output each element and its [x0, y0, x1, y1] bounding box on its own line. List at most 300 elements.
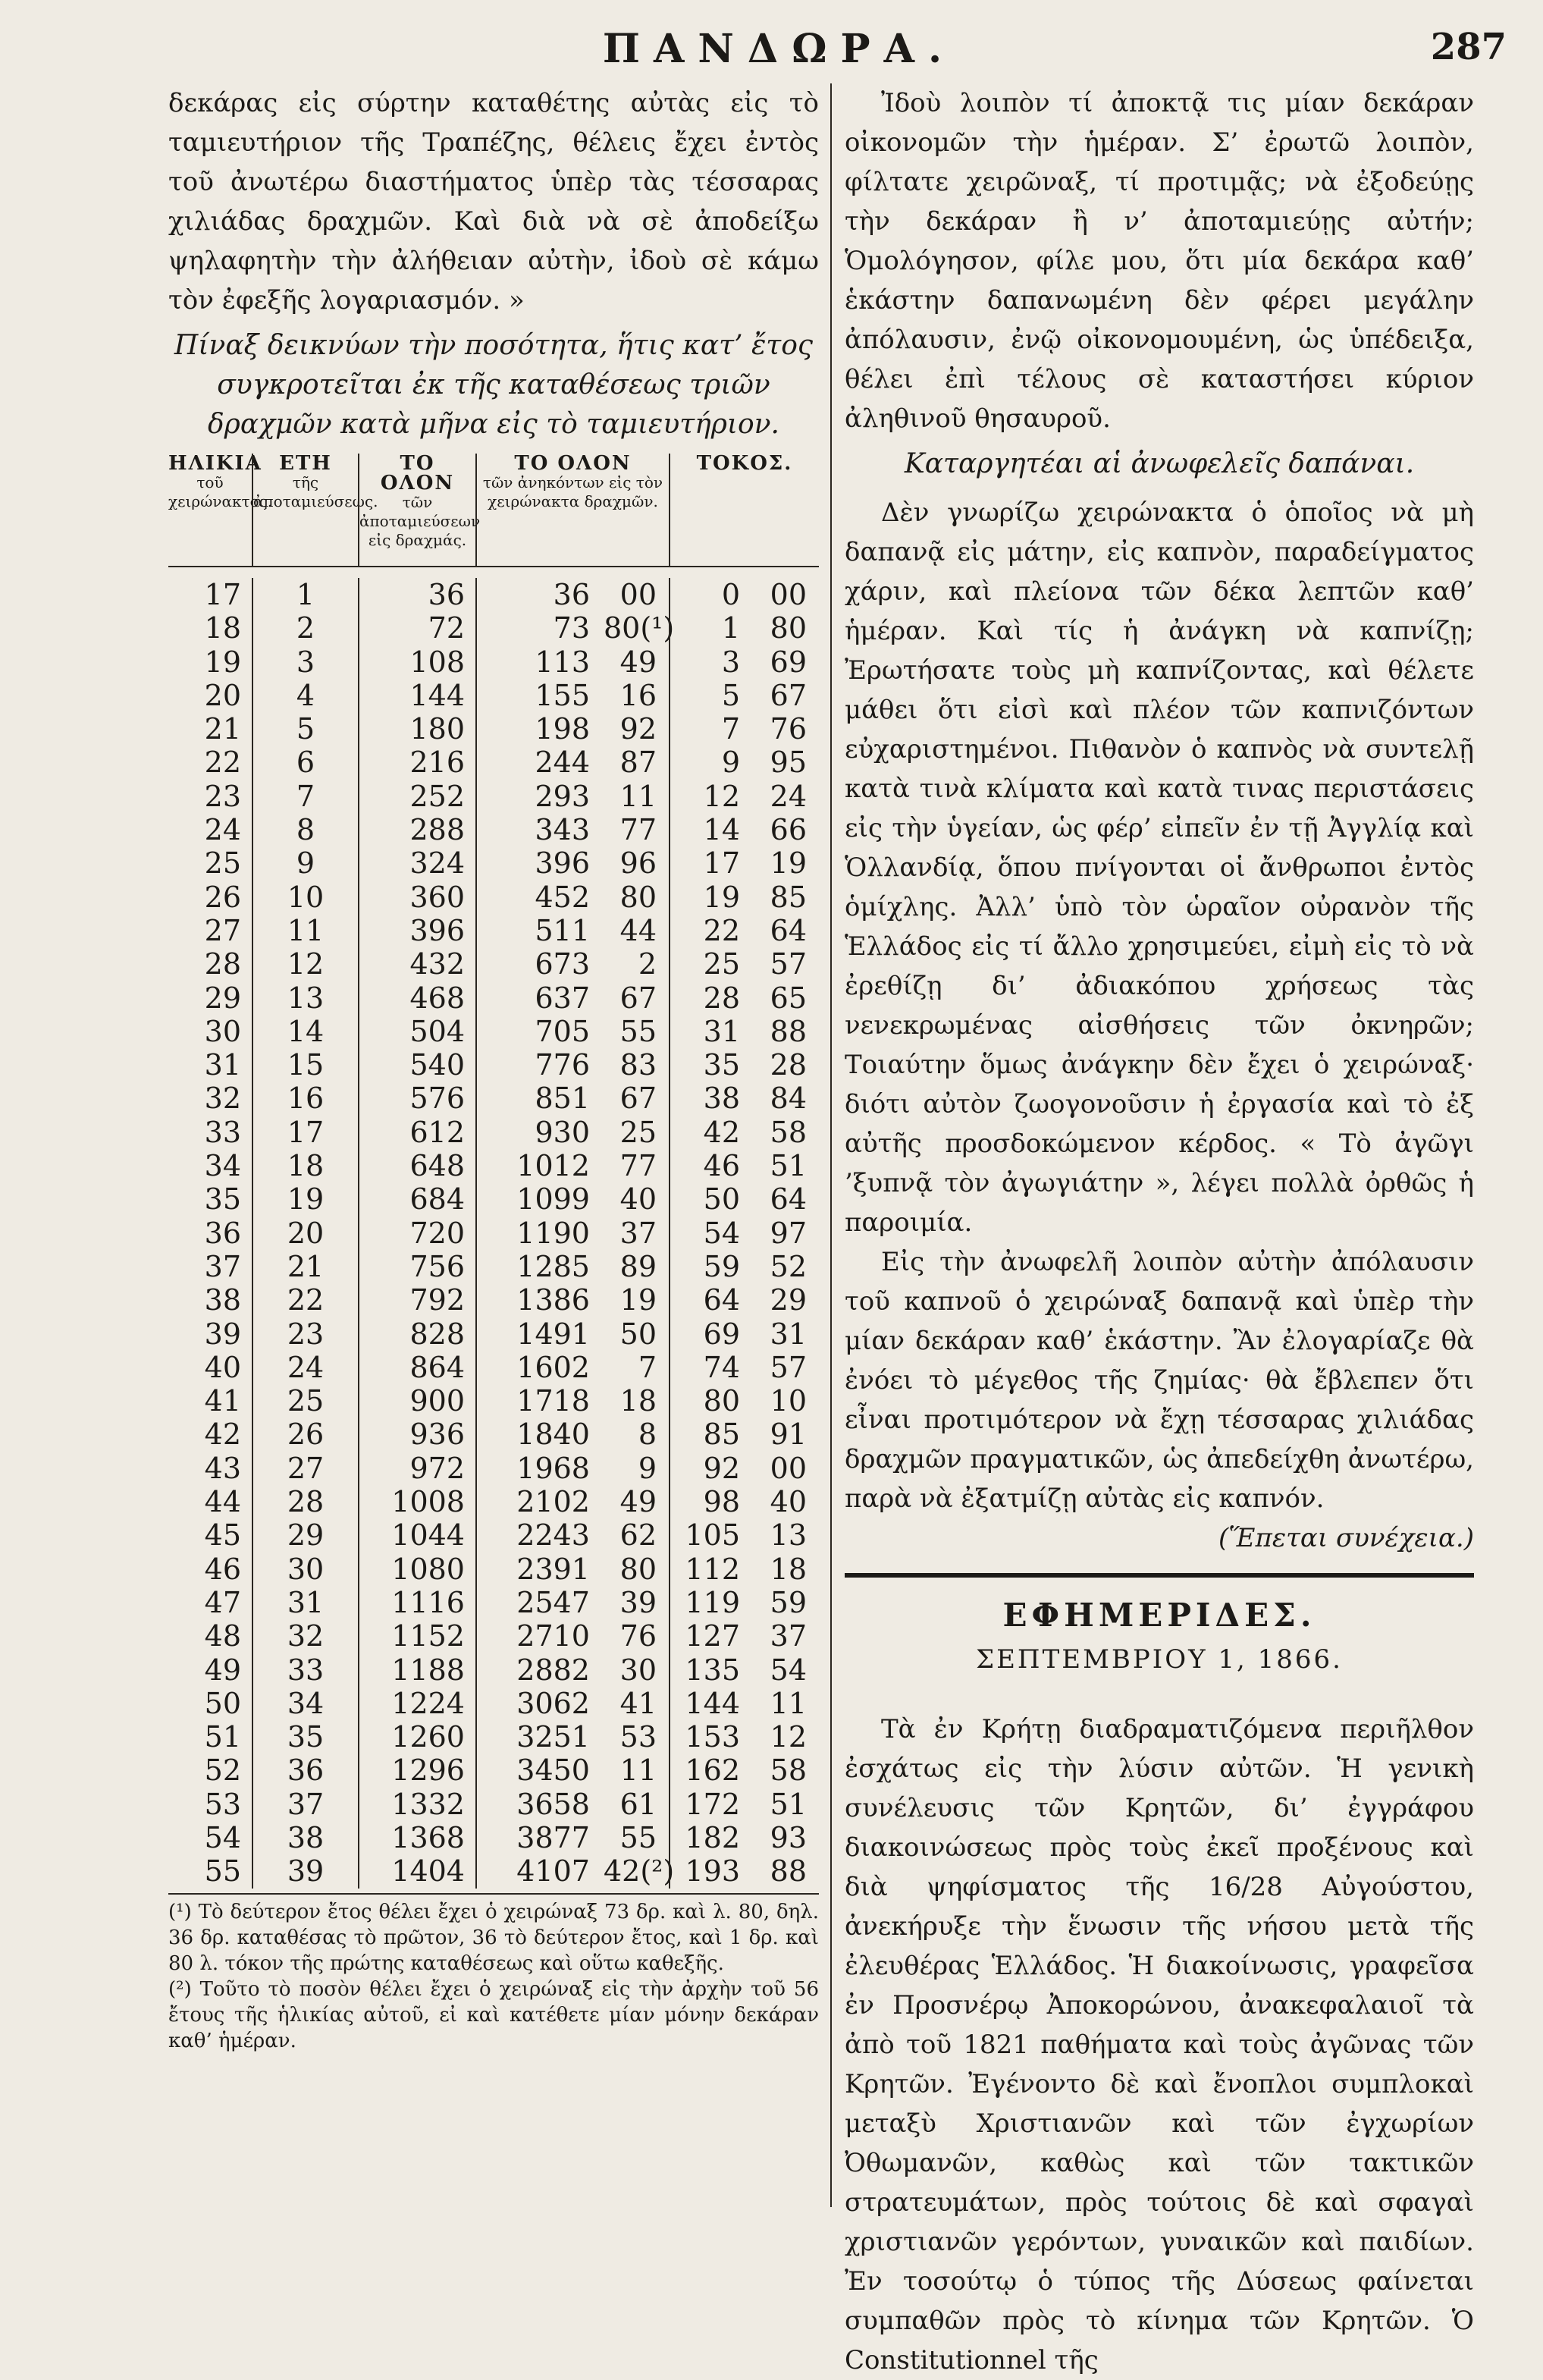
cell-age: 43	[204, 1451, 241, 1485]
cell-years: 35	[287, 1720, 325, 1754]
cell-savings: 1368	[391, 1820, 465, 1854]
cell-total	[477, 746, 669, 779]
header-years-sub: τῆς ἀποταμιεύσεως.	[253, 473, 378, 510]
cell-total-lepta: 55	[619, 1820, 657, 1854]
cell-interest-lepta: 19	[770, 846, 807, 881]
cell-savings: 1008	[391, 1485, 465, 1519]
cell-total-drachmas: 705	[535, 1014, 590, 1048]
cell-savings: 936	[409, 1418, 465, 1452]
cell-total-drachmas: 3877	[516, 1820, 590, 1854]
cell-interest	[670, 914, 819, 947]
cell-total-drachmas: 776	[535, 1048, 590, 1082]
cell-total-lepta: 83	[619, 1048, 657, 1082]
cell-interest-lepta: 93	[770, 1820, 807, 1854]
cell-age: 48	[204, 1619, 241, 1653]
cell-savings: 1260	[391, 1720, 465, 1754]
cell-interest-drachmas: 9	[721, 746, 740, 780]
cell-interest-drachmas: 59	[703, 1249, 740, 1283]
header-age	[168, 452, 273, 566]
header-total-sub: τῶν ἀνηκόντων εἰς τὸν χειρώνακτα δραχμῶν.	[482, 473, 663, 510]
cell-age: 18	[204, 611, 241, 645]
cell-total-lepta: 80	[619, 1552, 657, 1586]
cell-total-drachmas: 1491	[516, 1317, 590, 1351]
cell-interest-drachmas: 119	[685, 1585, 740, 1619]
cell-total-drachmas: 155	[535, 678, 590, 712]
cell-years: 29	[287, 1518, 325, 1553]
cell-age: 30	[204, 1014, 241, 1048]
cell-age: 45	[204, 1518, 241, 1553]
cell-interest-lepta: 12	[770, 1720, 807, 1754]
cell-total	[477, 1283, 669, 1317]
table-caption: Πίναξ δεικνύων τὴν ποσότητα, ἥτις κατ’ ἔτος συγκροτεῖται ἐκ τῆς καταθέσεως τριῶν δραχμῶν κατὰ μῆνα εἰς τὸ ταμιευτήριον.	[174, 330, 814, 440]
cell-savings: 432	[409, 947, 465, 981]
continued-note-row	[845, 1518, 1474, 1558]
cell-interest	[670, 1788, 819, 1821]
cell-total-drachmas: 343	[535, 813, 590, 847]
column-age	[168, 578, 252, 1889]
cell-total-lepta: 67	[619, 981, 657, 1015]
cell-interest-lepta: 54	[770, 1653, 807, 1687]
cell-total-drachmas: 1386	[516, 1283, 590, 1317]
cell-interest-lepta: 52	[770, 1249, 807, 1283]
running-head	[45, 23, 1513, 76]
cell-interest-drachmas: 42	[703, 1115, 740, 1149]
cell-age: 27	[204, 913, 241, 947]
cell-interest	[670, 1485, 819, 1518]
cell-age: 52	[204, 1754, 241, 1788]
cell-total	[477, 846, 669, 880]
cell-interest-drachmas: 85	[703, 1418, 740, 1452]
cell-age: 31	[204, 1048, 241, 1082]
table-separator	[168, 567, 819, 578]
cell-age: 39	[204, 1317, 241, 1351]
column-interest	[669, 578, 819, 1889]
cell-interest-drachmas: 54	[703, 1216, 740, 1250]
cell-total	[477, 1485, 669, 1518]
table-body	[168, 578, 819, 1889]
cell-interest-drachmas: 182	[685, 1820, 740, 1854]
cell-total-lepta: 30	[619, 1653, 657, 1687]
table-header	[168, 454, 819, 567]
cell-total	[477, 611, 675, 645]
cell-savings: 684	[409, 1182, 465, 1217]
cell-total-lepta: 53	[619, 1720, 657, 1754]
cell-total	[477, 1217, 669, 1250]
cell-interest	[670, 712, 819, 746]
paragraph-crete: Τὰ ἐν Κρήτῃ διαδραματιζόμενα περιῆλθον ἐσχάτως εἰς τὴν λύσιν αὐτῶν. Ἡ γενικὴ συνέλευσις τῶν Κρητῶν, δι’ ἐγγράφου διακοινώσεως πρὸς τοὺς ἐκεῖ προξένους καὶ διὰ ψηφίσματος τῆς 16/28 Αὐγούστου, ἀνεκήρυξε τὴν ἕνωσιν τῆς νήσου μετὰ τῆς ἐλευθέρας Ἑλλάδος. Ἡ διακοίνωσις, γραφεῖσα ἐν Προσνέρῳ Ἀποκορώνου, ἀνακεφαλαιοῖ τὰ ἀπὸ τοῦ 1821 παθήματα καὶ τοὺς ἀγῶνας τῶν Κρητῶν. Ἐγένοντο δὲ καὶ ἔνοπλοι συμπλοκαὶ μεταξὺ Χριστιανῶν καὶ τῶν ἐγχωρίων Ὀθωμανῶν, καθὼς καὶ τῶν τακτικῶν στρατευμάτων, πρὸς τούτοις δὲ καὶ σφαγαὶ χριστιανῶν γερόντων, γυναικῶν καὶ παιδίων. Ἐν τοσούτῳ ὁ τύπος τῆς Δύσεως φαίνεται συμπαθῶν πρὸς τὸ κίνημα τῶν Κρητῶν. Ὁ Constitutionnel τῆς	[845, 1714, 1474, 2375]
section-title: ΕΦΗΜΕΡΙΔΕΣ.	[1002, 1597, 1316, 1634]
cell-interest-drachmas: 35	[703, 1048, 740, 1082]
header-years-main: ΕΤΗ	[279, 452, 332, 475]
cell-total-drachmas: 673	[535, 947, 590, 981]
cell-total-lepta: 42(²)	[604, 1854, 675, 1889]
cell-total	[477, 1418, 669, 1451]
cell-total	[477, 1317, 669, 1351]
header-total	[475, 454, 669, 566]
cell-interest	[670, 1149, 819, 1182]
cell-years: 30	[287, 1552, 325, 1586]
cell-years: 3	[296, 645, 315, 679]
cell-total-drachmas: 2243	[516, 1518, 590, 1553]
cell-interest	[670, 1586, 819, 1619]
cell-years: 8	[296, 813, 315, 847]
cell-total-lepta: 44	[619, 913, 657, 947]
cell-total-lepta: 89	[619, 1249, 657, 1283]
cell-total-lepta: 8	[638, 1418, 657, 1452]
cell-total-lepta: 96	[619, 846, 657, 881]
cell-interest-drachmas: 193	[685, 1854, 740, 1889]
cell-total-lepta: 55	[619, 1014, 657, 1048]
cell-interest-drachmas: 162	[685, 1754, 740, 1788]
paragraph-savings-question: Ἰδοὺ λοιπὸν τί ἀποκτᾷ τις μίαν δεκάραν οἰκονομῶν τὴν ἡμέραν. Σ’ ἐρωτῶ λοιπὸν, φίλτατε χειρῶναξ, τί προτιμᾷς; νὰ ἐξοδεύῃς τὴν δεκάραν ἢ ν’ ἀποταμιεύῃς αὐτήν; Ὁμολόγησον, φίλε μου, ὅτι μία δεκάρα καθ’ ἑκάστην δαπανωμένη δὲν φέρει μεγάλην ἀπόλαυσιν, ἐνῷ οἰκονομουμένη, ὡς ὑπέδειξα, θέλει ἐπὶ τέλους σὲ καταστήσει κύριον ἀληθινοῦ θησαυροῦ.	[845, 88, 1474, 434]
cell-total-drachmas: 637	[535, 981, 590, 1015]
cell-years: 19	[287, 1182, 325, 1217]
cell-years: 24	[287, 1350, 325, 1384]
cell-age: 19	[204, 645, 241, 679]
cell-interest	[670, 645, 819, 679]
cell-age: 35	[204, 1182, 241, 1217]
cell-interest	[670, 1619, 819, 1653]
cell-total-drachmas: 1285	[516, 1249, 590, 1283]
cell-years: 23	[287, 1317, 325, 1351]
cell-savings: 504	[409, 1014, 465, 1048]
cell-years: 7	[296, 779, 315, 813]
footnote-rule	[168, 1893, 819, 1895]
cell-interest	[670, 1653, 819, 1687]
cell-total	[477, 1250, 669, 1283]
cell-total	[477, 1653, 669, 1687]
cell-total-lepta: 49	[619, 645, 657, 679]
cell-total	[477, 1149, 669, 1182]
cell-interest-lepta: 40	[770, 1485, 807, 1519]
cell-savings: 36	[428, 578, 465, 611]
cell-total-drachmas: 1012	[516, 1149, 590, 1183]
cell-savings: 972	[409, 1451, 465, 1485]
cell-total-lepta: 11	[619, 779, 657, 813]
cell-interest-drachmas: 153	[685, 1720, 740, 1754]
cell-savings: 1080	[391, 1552, 465, 1586]
cell-total	[477, 578, 669, 611]
cell-total-lepta: 39	[619, 1585, 657, 1619]
cell-years: 38	[287, 1820, 325, 1854]
cell-total-drachmas: 113	[535, 645, 590, 679]
cell-interest-drachmas: 69	[703, 1317, 740, 1351]
cell-years: 9	[296, 846, 315, 881]
cell-interest	[670, 1854, 819, 1888]
cell-total-lepta: 50	[619, 1317, 657, 1351]
cell-total-drachmas: 2710	[516, 1619, 590, 1653]
cell-years: 18	[287, 1149, 325, 1183]
cell-interest-lepta: 29	[770, 1283, 807, 1317]
cell-total-drachmas: 511	[535, 913, 590, 947]
cell-total-lepta: 62	[619, 1518, 657, 1553]
cell-years: 36	[287, 1754, 325, 1788]
cell-interest-lepta: 59	[770, 1585, 807, 1619]
column-years	[252, 578, 358, 1889]
cell-savings: 720	[409, 1216, 465, 1250]
cell-savings: 1332	[391, 1787, 465, 1821]
cell-total	[477, 1788, 669, 1821]
cell-years: 39	[287, 1854, 325, 1889]
cell-interest-lepta: 57	[770, 1350, 807, 1384]
cell-total-lepta: 49	[619, 1485, 657, 1519]
cell-age: 53	[204, 1787, 241, 1821]
cell-interest	[670, 1553, 819, 1586]
cell-interest	[670, 780, 819, 813]
cell-age: 33	[204, 1115, 241, 1149]
cell-total	[477, 914, 669, 947]
cell-total-lepta: 2	[638, 947, 657, 981]
cell-interest-drachmas: 50	[703, 1182, 740, 1217]
cell-interest-lepta: 13	[770, 1518, 807, 1553]
cell-interest	[670, 1182, 819, 1216]
cell-interest-lepta: 58	[770, 1754, 807, 1788]
cell-total-lepta: 92	[619, 712, 657, 746]
cell-interest	[670, 1754, 819, 1787]
cell-age: 23	[204, 779, 241, 813]
cell-interest-drachmas: 7	[721, 712, 740, 746]
subheading-expenses: Καταργητέαι αἱ ἀνωφελεῖς δαπάναι.	[904, 448, 1415, 479]
cell-interest-drachmas: 105	[685, 1518, 740, 1553]
cell-total-lepta: 87	[619, 746, 657, 780]
cell-savings: 1116	[391, 1585, 465, 1619]
cell-total-lepta: 61	[619, 1787, 657, 1821]
cell-savings: 864	[409, 1350, 465, 1384]
cell-interest-drachmas: 172	[685, 1787, 740, 1821]
cell-savings: 1224	[391, 1686, 465, 1720]
cell-total-lepta: 11	[619, 1754, 657, 1788]
cell-total-lepta: 19	[619, 1283, 657, 1317]
cell-interest	[670, 1048, 819, 1082]
cell-savings: 756	[409, 1249, 465, 1283]
cell-years: 14	[287, 1014, 325, 1048]
cell-age: 36	[204, 1216, 241, 1250]
cell-savings: 180	[409, 712, 465, 746]
cell-interest-lepta: 76	[770, 712, 807, 746]
cell-interest	[670, 1821, 819, 1854]
cell-age: 22	[204, 746, 241, 780]
cell-total	[477, 947, 669, 981]
cell-savings: 468	[409, 981, 465, 1015]
cell-savings: 72	[428, 611, 465, 645]
cell-interest-lepta: 28	[770, 1048, 807, 1082]
cell-interest-lepta: 11	[770, 1686, 807, 1720]
cell-years: 16	[287, 1082, 325, 1116]
cell-total	[477, 1116, 669, 1149]
cell-years: 4	[296, 678, 315, 712]
cell-years: 22	[287, 1283, 325, 1317]
cell-interest-drachmas: 12	[703, 779, 740, 813]
cell-total-lepta: 76	[619, 1619, 657, 1653]
cell-interest	[670, 1687, 819, 1720]
cell-total-lepta: 7	[638, 1350, 657, 1384]
cell-savings: 396	[409, 913, 465, 947]
cell-total-drachmas: 851	[535, 1082, 590, 1116]
paragraph-smoke-cost: Εἰς τὴν ἀνωφελῆ λοιπὸν αὐτὴν ἀπόλαυσιν τοῦ καπνοῦ ὁ χειρώναξ δαπανᾷ καὶ ὑπὲρ τὴν μίαν δεκάραν καθ’ ἑκάστην. Ἂν ἐλογαρίαζε θὰ ἐνόει τὸ μέγεθος τῆς ζημίας· θὰ ἔβλεπεν ὅτι εἶναι προτιμότερον νὰ ἔχῃ τέσσαρας χιλιάδας δραχμῶν πραγματικῶν, ὡς ἀπεδείχθη ἀνωτέρω, παρὰ νὰ ἐξατμίζῃ αὐτὰς εἰς καπνόν.	[845, 1247, 1474, 1514]
cell-interest-drachmas: 25	[703, 947, 740, 981]
cell-interest-drachmas: 28	[703, 981, 740, 1015]
cell-total	[477, 1048, 669, 1082]
cell-savings: 900	[409, 1384, 465, 1418]
cell-total-drachmas: 293	[535, 779, 590, 813]
cell-savings: 792	[409, 1283, 465, 1317]
cell-total	[477, 645, 669, 679]
cell-interest-drachmas: 3	[721, 645, 740, 679]
cell-total-lepta: 67	[619, 1082, 657, 1116]
cell-age: 44	[204, 1485, 241, 1519]
cell-interest-drachmas: 1	[721, 611, 740, 645]
cell-interest	[670, 981, 819, 1015]
cell-total	[477, 881, 669, 914]
cell-total	[477, 1384, 669, 1418]
cell-savings: 216	[409, 746, 465, 780]
cell-interest	[670, 1082, 819, 1115]
cell-interest-drachmas: 92	[703, 1451, 740, 1485]
cell-age: 54	[204, 1820, 241, 1854]
cell-interest-drachmas: 144	[685, 1686, 740, 1720]
column-divider	[830, 83, 832, 2207]
cell-interest	[670, 1720, 819, 1754]
cell-interest	[670, 1384, 819, 1418]
cell-savings: 648	[409, 1149, 465, 1183]
cell-total-lepta: 37	[619, 1216, 657, 1250]
cell-interest	[670, 1116, 819, 1149]
cell-age: 47	[204, 1585, 241, 1619]
cell-years: 17	[287, 1115, 325, 1149]
cell-years: 33	[287, 1653, 325, 1687]
cell-total-drachmas: 452	[535, 880, 590, 914]
cell-years: 37	[287, 1787, 325, 1821]
cell-years: 10	[287, 880, 325, 914]
cell-total-drachmas: 930	[535, 1115, 590, 1149]
cell-total-drachmas: 2102	[516, 1485, 590, 1519]
cell-interest	[670, 1518, 819, 1552]
cell-total-drachmas: 4107	[516, 1854, 590, 1889]
header-years	[252, 452, 378, 566]
cell-total	[477, 981, 669, 1015]
cell-interest	[670, 881, 819, 914]
cell-interest	[670, 947, 819, 981]
cell-interest-lepta: 31	[770, 1317, 807, 1351]
cell-total	[477, 1619, 669, 1653]
cell-interest-drachmas: 22	[703, 913, 740, 947]
cell-total-drachmas: 73	[553, 611, 590, 645]
cell-years: 32	[287, 1619, 325, 1653]
cell-total	[477, 1015, 669, 1048]
cell-savings: 1296	[391, 1754, 465, 1788]
cell-savings: 144	[409, 678, 465, 712]
cell-total-lepta: 77	[619, 1149, 657, 1183]
cell-interest	[670, 611, 819, 645]
cell-interest	[670, 1283, 819, 1317]
cell-age: 46	[204, 1552, 241, 1586]
cell-interest	[670, 1452, 819, 1485]
cell-total-lepta: 41	[619, 1686, 657, 1720]
cell-interest	[670, 679, 819, 712]
cell-total-lepta: 80	[619, 880, 657, 914]
cell-interest	[670, 746, 819, 779]
cell-interest	[670, 1351, 819, 1384]
cell-total-drachmas: 198	[535, 712, 590, 746]
header-interest-main: ΤΟΚΟΣ.	[696, 452, 793, 475]
cell-total	[477, 1854, 675, 1889]
cell-total-drachmas: 3251	[516, 1720, 590, 1754]
cell-age: 28	[204, 947, 241, 981]
cell-years: 11	[287, 913, 325, 947]
cell-total-drachmas: 1602	[516, 1350, 590, 1384]
cell-total	[477, 1082, 669, 1115]
cell-interest-lepta: 69	[770, 645, 807, 679]
cell-total-drachmas: 2547	[516, 1585, 590, 1619]
cell-total-lepta: 25	[619, 1115, 657, 1149]
cell-years: 12	[287, 947, 325, 981]
cell-interest-lepta: 51	[770, 1787, 807, 1821]
cell-interest-lepta: 95	[770, 746, 807, 780]
cell-years: 31	[287, 1585, 325, 1619]
cell-total-drachmas: 1718	[516, 1384, 590, 1418]
section-rule	[845, 1573, 1474, 1578]
cell-total-drachmas: 36	[553, 578, 590, 611]
cell-years: 21	[287, 1249, 325, 1283]
cell-total-lepta: 00	[619, 578, 657, 611]
cell-total-drachmas: 2882	[516, 1653, 590, 1687]
cell-age: 42	[204, 1418, 241, 1452]
cell-interest-lepta: 00	[770, 578, 807, 611]
cell-interest-drachmas: 0	[721, 578, 740, 611]
cell-interest-lepta: 57	[770, 947, 807, 981]
column-total	[475, 578, 675, 1889]
cell-savings: 1404	[391, 1854, 465, 1889]
header-savings	[358, 452, 481, 566]
cell-interest-drachmas: 127	[685, 1619, 740, 1653]
cell-interest-lepta: 18	[770, 1552, 807, 1586]
cell-total-drachmas: 1840	[516, 1418, 590, 1452]
cell-interest-drachmas: 17	[703, 846, 740, 881]
cell-interest-lepta: 88	[770, 1014, 807, 1048]
cell-interest-drachmas: 74	[703, 1350, 740, 1384]
footnote-1: (¹) Τὸ δεύτερον ἔτος θέλει ἔχει ὁ χειρώναξ 73 δρ. καὶ λ. 80, δηλ. 36 δρ. καταθέσας τὸ πρῶτον, 36 τὸ δεύτερον ἔτος, καὶ 1 δρ. καὶ 80 λ. τόκον τῆς πρώτης καταθέσεως καὶ οὕτω καθεξῆς.	[168, 1900, 819, 1975]
journal-title: ΠΑΝΔΩΡΑ.	[602, 26, 956, 72]
cell-savings: 1152	[391, 1619, 465, 1653]
cell-age: 25	[204, 846, 241, 881]
cell-interest	[670, 846, 819, 880]
cell-savings: 828	[409, 1317, 465, 1351]
cell-interest-drachmas: 64	[703, 1283, 740, 1317]
footnote-2: (²) Τοῦτο τὸ ποσὸν θέλει ἔχει ὁ χειρώναξ εἰς τὴν ἀρχὴν τοῦ 56 ἔτους τῆς ἡλικίας αὐτοῦ, εἰ καὶ κατέθετε μίαν μόνην δεκάραν καθ’ ἡμέραν.	[168, 1977, 819, 2052]
cell-total	[477, 780, 669, 813]
header-savings-sub: τῶν ἀποταμιεύσεων εἰς δραχμάς.	[359, 493, 481, 549]
cell-total	[477, 1754, 669, 1787]
cell-total	[477, 1518, 669, 1552]
cell-age: 20	[204, 678, 241, 712]
cell-total-lepta: 16	[619, 678, 657, 712]
cell-total-drachmas: 396	[535, 846, 590, 881]
cell-interest	[670, 1250, 819, 1283]
cell-interest-lepta: 84	[770, 1082, 807, 1116]
intro-paragraph: δεκάρας εἰς σύρτην καταθέτης αὐτὰς εἰς τὸ ταμιευτήριον τῆς Τραπέζης, θέλεις ἔχει ἐντὸς τοῦ ἀνωτέρω διαστήματος ὑπὲρ τὰς τέσσαρας χιλιάδας δραχμῶν. Καὶ διὰ νὰ σὲ ἀποδείξω ψηλαφητὴν τὴν ἀλήθειαν αὐτὴν, ἰδοὺ σὲ κάμω τὸν ἐφεξῆς λογαριασμόν. »	[168, 88, 819, 316]
cell-interest-lepta: 37	[770, 1619, 807, 1653]
cell-age: 55	[204, 1854, 241, 1889]
cell-age: 21	[204, 712, 241, 746]
cell-savings: 288	[409, 813, 465, 847]
cell-interest-lepta: 91	[770, 1418, 807, 1452]
cell-years: 5	[296, 712, 315, 746]
cell-interest-drachmas: 38	[703, 1082, 740, 1116]
cell-interest-lepta: 85	[770, 880, 807, 914]
continued-note: (Ἕπεται συνέχεια.)	[1218, 1523, 1474, 1553]
cell-years: 20	[287, 1216, 325, 1250]
cell-total-lepta: 40	[619, 1182, 657, 1217]
